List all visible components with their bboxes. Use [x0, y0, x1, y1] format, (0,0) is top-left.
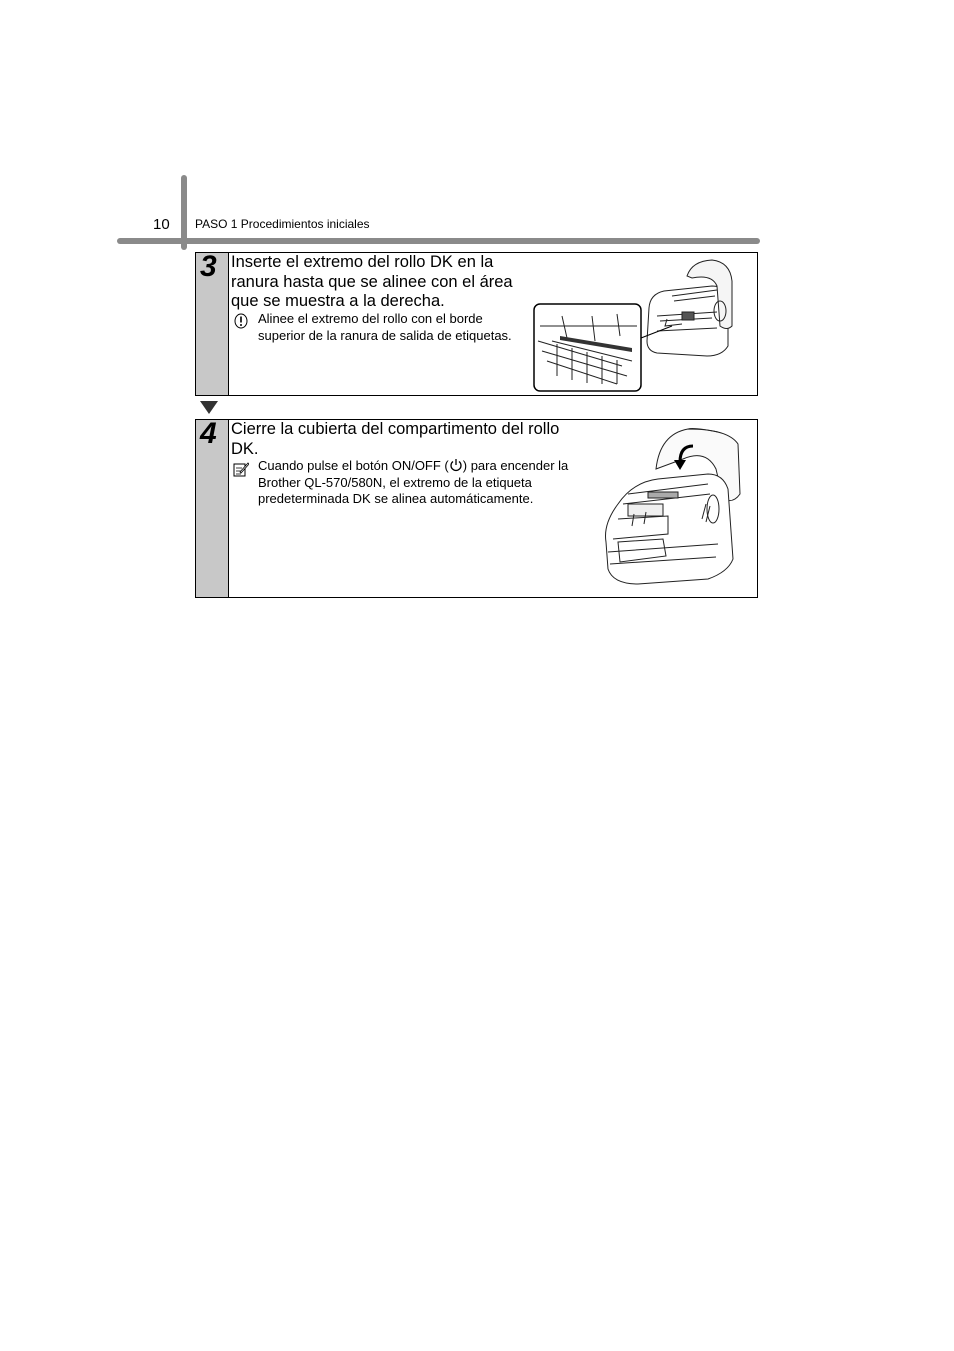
- note-text-before: Cuando pulse el botón ON/OFF (: [258, 458, 449, 473]
- section-title: PASO 1 Procedimientos iniciales: [195, 217, 370, 231]
- power-icon: [449, 458, 463, 472]
- note-text-after: ) para encender la Brother QL-570/580N, el extremo de la etiqueta predeterminada DK se alinea automáticamente.: [258, 458, 569, 506]
- step-number: 4: [200, 417, 217, 450]
- caution-icon: [233, 313, 249, 329]
- page-number: 10: [153, 216, 170, 233]
- next-step-arrow-icon: [200, 401, 218, 414]
- step-instruction: Cierre la cubierta del compartimento del rollo DK.: [231, 420, 560, 458]
- printer-insert-roll-illustration: [532, 256, 757, 394]
- step-note: Alinee el extremo del rollo con el borde superior de la ranura de salida de etiquetas.: [258, 311, 512, 343]
- header-horizontal-bar: [117, 238, 760, 244]
- memo-icon: [233, 461, 249, 477]
- step-note: [258, 458, 593, 508]
- step-instruction: Inserte el extremo del rollo DK en la ranura hasta que se alinee con el área que se muestra a la derecha.: [231, 253, 513, 310]
- printer-close-cover-illustration: [598, 424, 748, 594]
- step-number-column: [196, 417, 229, 597]
- step-number: 3: [200, 250, 217, 283]
- step-number-column: [196, 250, 229, 395]
